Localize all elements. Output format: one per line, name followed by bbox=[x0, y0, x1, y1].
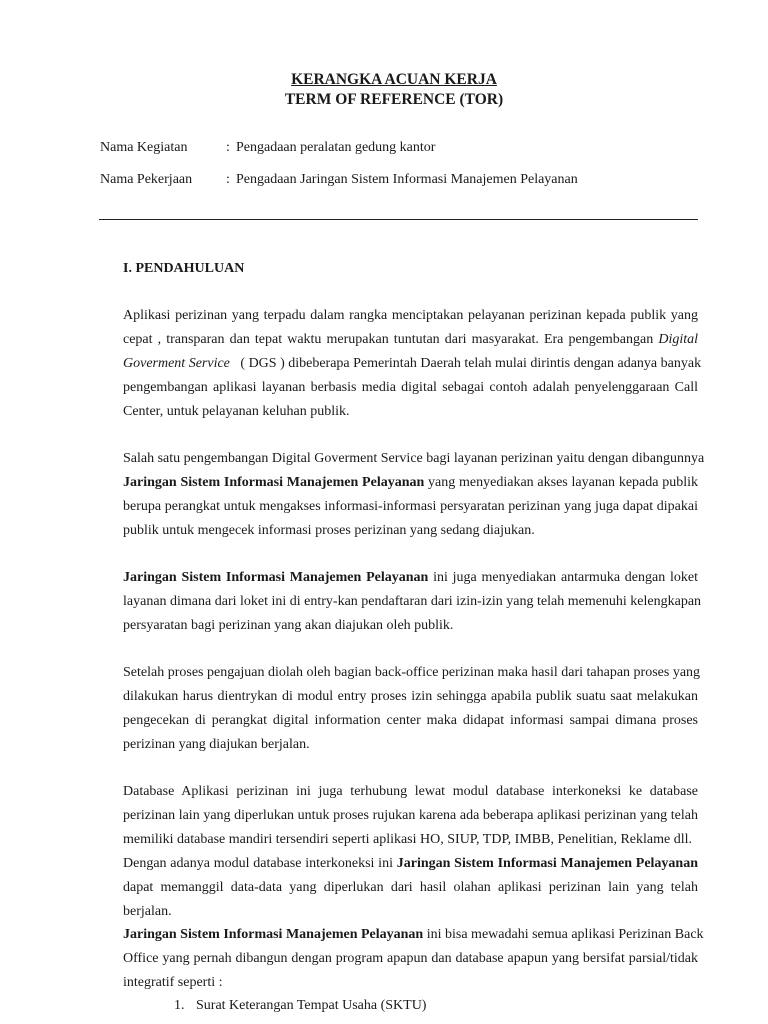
text-span: Dengan adanya modul database interkoneksi ini bbox=[123, 856, 393, 871]
paragraph-line: integratif seperti : bbox=[123, 975, 223, 990]
text-span: ini juga menyediakan antarmuka dengan loket bbox=[433, 570, 699, 585]
numbered-list bbox=[174, 994, 426, 1018]
text-span: ini bisa mewadahi semua aplikasi Perizinan Back bbox=[426, 927, 704, 942]
meta-value: Pengadaan Jaringan Sistem Informasi Manajemen Pelayanan bbox=[236, 172, 578, 187]
text-span: yang menyediakan akses layanan kepada publik bbox=[428, 475, 698, 490]
paragraph-line: Aplikasi perizinan yang terpadu dalam rangka menciptakan pelayanan perizinan kepada publik yang bbox=[123, 308, 698, 323]
paragraph-line bbox=[123, 471, 698, 495]
paragraph-line: Office yang pernah dibangun dengan program apapun dan database apapun yang bersifat parsial/tidak bbox=[123, 951, 698, 966]
document-title: KERANGKA ACUAN KERJA bbox=[291, 71, 497, 88]
list-number: 1. bbox=[174, 998, 185, 1013]
paragraph-3 bbox=[123, 566, 702, 638]
bold-term: Jaringan Sistem Informasi Manajemen Pelayanan bbox=[396, 856, 699, 871]
paragraph-line: pengecekan di perangkat digital information center maka didapat informasi sampai dimana proses bbox=[123, 713, 698, 728]
text-span: cepat , transparan dan tepat waktu merupakan tuntutan dari masyarakat. Era pengembangan bbox=[123, 332, 654, 347]
bold-term: Jaringan Sistem Informasi Manajemen Pelayanan bbox=[123, 475, 425, 490]
paragraph-line bbox=[123, 566, 698, 590]
meta-row-kegiatan bbox=[100, 139, 435, 157]
paragraph-line bbox=[123, 352, 702, 376]
bold-term: Jaringan Sistem Informasi Manajemen Pelayanan bbox=[123, 927, 424, 942]
meta-label: Nama Pekerjaan bbox=[100, 172, 193, 187]
document-subtitle: TERM OF REFERENCE (TOR) bbox=[284, 91, 504, 108]
meta-colon: : bbox=[226, 172, 230, 187]
italic-term: Digital bbox=[658, 332, 698, 347]
paragraph-line: Setelah proses pengajuan diolah oleh bagian back-office perizinan maka hasil dari tahapan proses yang bbox=[123, 665, 701, 680]
section-heading: I. PENDAHULUAN bbox=[123, 261, 245, 276]
paragraph-line: Database Aplikasi perizinan ini juga terhubung lewat modul database interkoneksi ke database bbox=[123, 784, 698, 799]
paragraph-1 bbox=[123, 304, 702, 424]
paragraph-line: persyaratan bagi perizinan yang akan diajukan oleh publik. bbox=[123, 618, 454, 633]
paragraph-line: dilakukan harus dientrykan di modul entry proses izin sehingga apabila publik suatu saat melakukan bbox=[123, 689, 698, 704]
paragraph-line: Salah satu pengembangan Digital Goverment Service bagi layanan perizinan yaitu dengan dibangunnya bbox=[123, 451, 705, 466]
paragraph-5 bbox=[123, 780, 698, 924]
paragraph-line: perizinan lain yang diperlukan untuk proses rujukan karena ada beberapa aplikasi perizinan yang telah bbox=[123, 808, 698, 823]
paragraph-line: Center, untuk pelayanan keluhan publik. bbox=[123, 404, 350, 419]
paragraph-line: layanan dimana dari loket ini di entry-kan pendaftaran dari izin-izin yang telah memenuhi kelengkapan bbox=[123, 594, 702, 609]
meta-row-pekerjaan bbox=[100, 171, 578, 189]
paragraph-line bbox=[123, 852, 698, 876]
paragraph-line: berjalan. bbox=[123, 904, 172, 919]
meta-value: Pengadaan peralatan gedung kantor bbox=[236, 140, 436, 155]
paragraph-line: pengembangan aplikasi layanan berbasis media digital sebagai contoh adalah penyelenggaraan Call bbox=[123, 380, 698, 395]
list-text: Surat Keterangan Tempat Usaha (SKTU) bbox=[196, 998, 427, 1013]
meta-label: Nama Kegiatan bbox=[100, 140, 188, 155]
horizontal-divider bbox=[99, 219, 698, 220]
paragraph-6 bbox=[123, 923, 704, 995]
paragraph-line bbox=[123, 328, 698, 352]
list-item bbox=[174, 994, 426, 1018]
paragraph-line: memiliki database mandiri tersendiri seperti aplikasi HO, SIUP, TDP, IMBB, Penelitian, Reklame dll. bbox=[123, 832, 692, 847]
paragraph-line: dapat memanggil data-data yang diperlukan dari hasil olahan aplikasi perizinan lain yang telah bbox=[123, 880, 698, 895]
paragraph-4 bbox=[123, 661, 701, 757]
paragraph-line: perizinan yang diajukan berjalan. bbox=[123, 737, 310, 752]
paragraph-line: berupa perangkat untuk mengakses informasi-informasi persyaratan perizinan yang juga dapat dipakai bbox=[123, 499, 698, 514]
text-span: ( DGS ) dibeberapa Pemerintah Daerah telah mulai dirintis dengan adanya banyak bbox=[240, 356, 702, 371]
paragraph-2 bbox=[123, 447, 705, 543]
italic-term: Goverment Service bbox=[123, 356, 230, 371]
paragraph-line: publik untuk mengecek informasi proses perizinan yang sedang diajukan. bbox=[123, 523, 535, 538]
paragraph-line bbox=[123, 923, 704, 947]
bold-term: Jaringan Sistem Informasi Manajemen Pelayanan bbox=[123, 570, 429, 585]
meta-colon: : bbox=[226, 140, 230, 155]
